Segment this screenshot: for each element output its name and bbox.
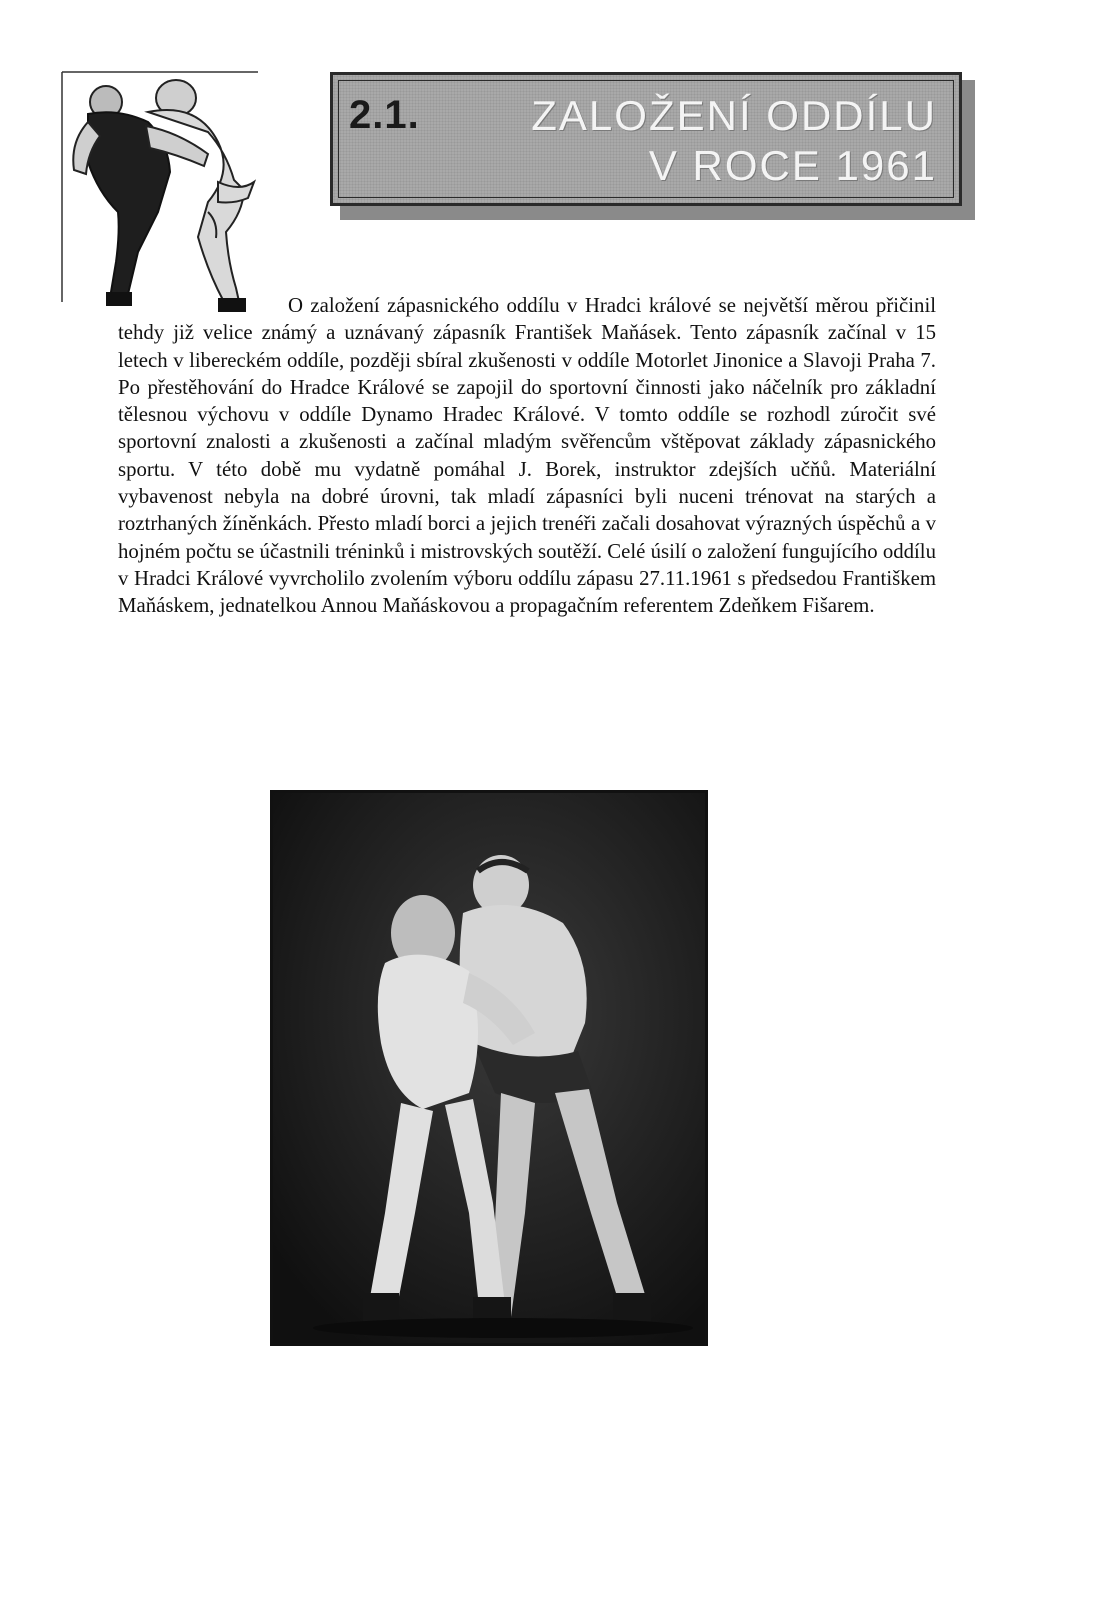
section-title-line1: ZALOŽENÍ ODDÍLU	[531, 92, 937, 139]
section-title-line2: V ROCE 1961	[648, 142, 937, 189]
section-title	[457, 91, 937, 191]
section-number: 2.1.	[349, 93, 420, 137]
section-heading	[330, 72, 962, 206]
wrestlers-photo	[270, 790, 708, 1346]
body-paragraph: O založení zápasnického oddílu v Hradci králové se největší měrou přičinil tehdy již velice známý a uznávaný zápasník František Maňásek. Tento zápasník začínal v 15 letech v libereckém oddíle, později sbíral zkušenosti v oddíle Motorlet Jinonice a Slavoji Praha 7. Po přestěhování do Hradce Králové se zapojil do sportovní činnosti jako náčelník pro základní tělesnou výchovu v oddíle Dynamo Hradec Králové. V tomto oddíle se rozhodl zúročit své sportovní znalosti a zkušenosti a začínal mladým svěřencům vštěpovat základy zápasnického sportu. V této době mu vydatně pomáhal J. Borek, instruktor zdejších učňů. Materiální vybavenost nebyla na dobré úrovni, tak mladí zápasníci byli nuceni trénovat na starých a roztrhaných žíněnkách. Přesto mladí borci a jejich trenéři začali dosahovat výrazných úspěchů a v hojném počtu se účastnili tréninků i mistrovských soutěží. Celé úsilí o založení fungujícího oddílu v Hradci Králové vyvrcholilo zvolením výboru oddílu zápasu 27.11.1961 s předsedou Františkem Maňáskem, jednatelkou Annou Maňáskovou a propagačním referentem Zdeňkem Fišarem.	[118, 294, 936, 618]
wrestlers-illustration-icon	[58, 62, 288, 322]
